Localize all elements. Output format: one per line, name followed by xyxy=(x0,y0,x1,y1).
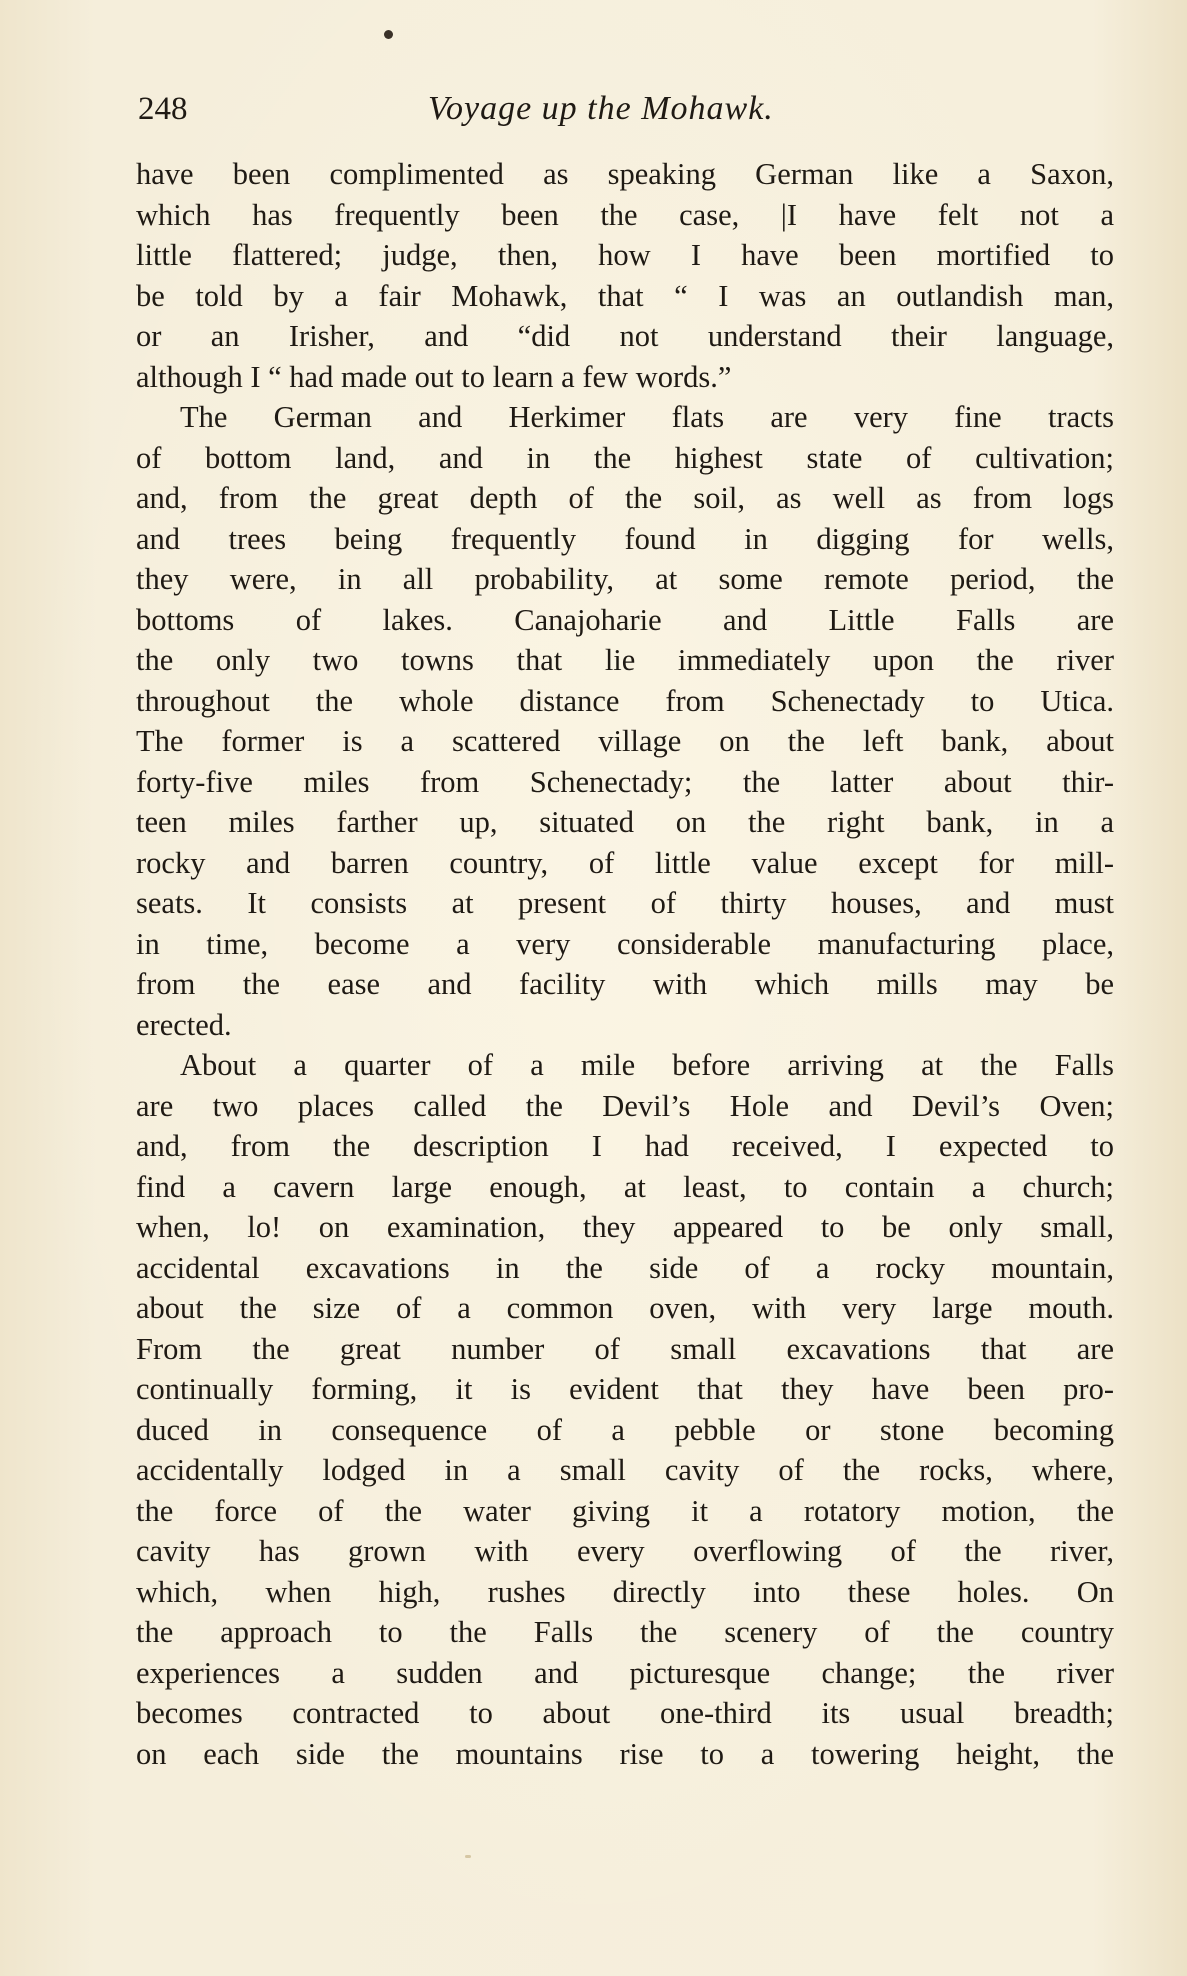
text-line: duced in consequence of a pebble or stone becoming xyxy=(136,1412,1114,1447)
text-line: accidental excavations in the side of a rocky mountain, xyxy=(136,1250,1114,1285)
text-line: the approach to the Falls the scenery of the country xyxy=(136,1615,1114,1649)
text-line: which, when high, rushes directly into these holes. On xyxy=(136,1574,1114,1609)
text-line: on each side the mountains rise to a towering height, the xyxy=(136,1736,1114,1771)
text-line: teen miles farther up, situated on the right bank, in a xyxy=(136,805,1114,839)
text-line: throughout the whole distance from Schenectady to Utica. xyxy=(136,683,1114,718)
text-line: becomes contracted to about one-third its usual breadth; xyxy=(136,1696,1114,1730)
text-line: or an Irisher, and “did not understand their language, xyxy=(136,319,1114,353)
text-line: although I “ had made out to learn a few words.” xyxy=(136,359,732,394)
text-line: which has frequently been the case, |I have felt not a xyxy=(136,197,1114,232)
text-line: continually forming, it is evident that they have been pro- xyxy=(136,1372,1114,1406)
running-title: Voyage up the Mohawk. xyxy=(428,90,774,127)
ink-mark xyxy=(384,30,393,39)
text-line: accidentally lodged in a small cavity of the rocks, where, xyxy=(136,1453,1114,1487)
paragraph-start-line: About a quarter of a mile before arriving at the Falls xyxy=(180,1048,1114,1082)
text-line: find a cavern large enough, at least, to contain a church; xyxy=(136,1169,1114,1204)
page-number: 248 xyxy=(138,91,188,127)
text-line: seats. It consists at present of thirty houses, and must xyxy=(136,886,1114,920)
paragraph-start-line: The German and Herkimer flats are very fine tracts xyxy=(180,400,1114,434)
text-line: the force of the water giving it a rotatory motion, the xyxy=(136,1493,1114,1528)
page-header xyxy=(138,84,1114,134)
text-line: of bottom land, and in the highest state of cultivation; xyxy=(136,440,1114,475)
body-text xyxy=(136,154,1114,1774)
text-line: little flattered; judge, then, how I have been mortified to xyxy=(136,238,1114,272)
text-line: experiences a sudden and picturesque change; the river xyxy=(136,1655,1114,1690)
text-line: and, from the great depth of the soil, as well as from logs xyxy=(136,481,1114,515)
text-line: have been complimented as speaking German like a Saxon, xyxy=(136,157,1114,191)
text-line: bottoms of lakes. Canajoharie and Little Falls are xyxy=(136,602,1114,637)
paper-speck xyxy=(465,1855,471,1858)
text-line: are two places called the Devil’s Hole and Devil’s Oven; xyxy=(136,1088,1114,1123)
text-line: erected. xyxy=(136,1007,232,1042)
text-line: from the ease and facility with which mills may be xyxy=(136,967,1114,1001)
text-line: forty-five miles from Schenectady; the latter about thir- xyxy=(136,764,1114,799)
text-line: cavity has grown with every overflowing of the river, xyxy=(136,1534,1114,1568)
text-line: and trees being frequently found in digging for wells, xyxy=(136,521,1114,556)
text-line: rocky and barren country, of little value except for mill- xyxy=(136,845,1114,880)
text-line: they were, in all probability, at some remote period, the xyxy=(136,562,1114,596)
text-line: the only two towns that lie immediately upon the river xyxy=(136,643,1114,677)
text-line: about the size of a common oven, with very large mouth. xyxy=(136,1291,1114,1325)
text-line: in time, become a very considerable manufacturing place, xyxy=(136,926,1114,961)
text-line: and, from the description I had received, I expected to xyxy=(136,1129,1114,1163)
text-line: be told by a fair Mohawk, that “ I was an outlandish man, xyxy=(136,278,1114,313)
text-line: The former is a scattered village on the left bank, about xyxy=(136,724,1114,758)
text-line: From the great number of small excavations that are xyxy=(136,1331,1114,1366)
text-line: when, lo! on examination, they appeared to be only small, xyxy=(136,1210,1114,1244)
